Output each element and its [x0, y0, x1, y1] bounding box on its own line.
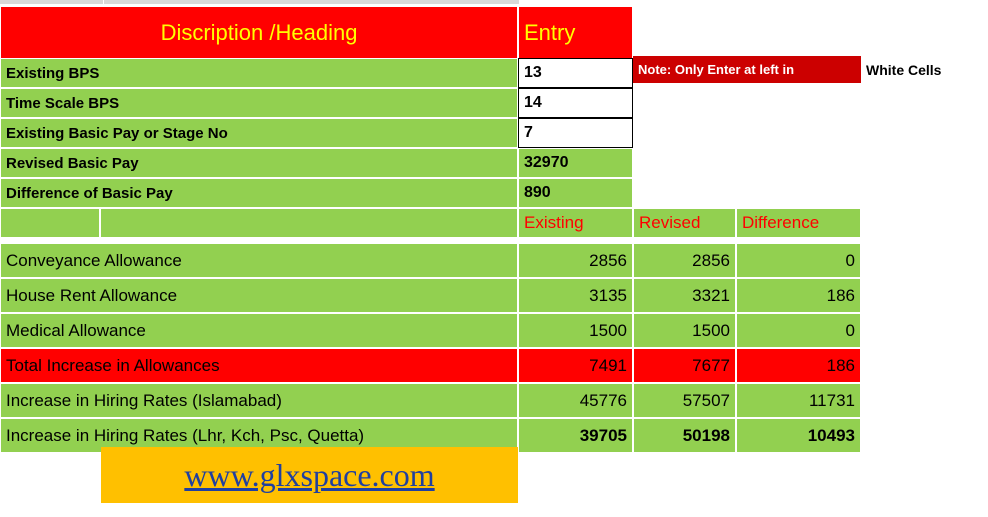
- table-row-label: Medical Allowance: [0, 313, 518, 348]
- column-edge-strip: [104, 0, 519, 4]
- entry-row-label: Difference of Basic Pay: [0, 178, 518, 208]
- table-cell-revised: 57507: [633, 383, 736, 418]
- entry-input-existing-basic-pay[interactable]: 7: [518, 118, 633, 148]
- table-row-label-total: Total Increase in Allowances: [0, 348, 518, 383]
- table-cell-difference: 10493: [736, 418, 861, 453]
- entry-row-label: Revised Basic Pay: [0, 148, 518, 178]
- note-red-text: Note: Only Enter at left in: [633, 56, 861, 83]
- entry-input-existing-bps[interactable]: 13: [518, 58, 633, 88]
- header-description: Discription /Heading: [0, 6, 518, 60]
- table-row-label: House Rent Allowance: [0, 278, 518, 313]
- entry-value-difference-basic-pay: 890: [518, 178, 633, 208]
- column-edge-strip: [0, 0, 103, 4]
- entry-row-label: Time Scale BPS: [0, 88, 518, 118]
- entry-row-label: Existing Basic Pay or Stage No: [0, 118, 518, 148]
- website-banner: [101, 447, 518, 503]
- note-white-text: White Cells: [861, 56, 988, 83]
- table-cell-difference: 11731: [736, 383, 861, 418]
- table-row-label: Increase in Hiring Rates (Islamabad): [0, 383, 518, 418]
- table-cell-existing: 1500: [518, 313, 633, 348]
- table-header-difference: Difference: [736, 208, 861, 238]
- table-cell-revised-total: 7677: [633, 348, 736, 383]
- table-cell-revised: 1500: [633, 313, 736, 348]
- table-cell-existing-total: 7491: [518, 348, 633, 383]
- table-row-label: Increase in Hiring Rates (Lhr, Kch, Psc, Quetta): [0, 418, 518, 453]
- table-cell-revised: 50198: [633, 418, 736, 453]
- table-cell-existing: 2856: [518, 243, 633, 278]
- table-header-blank-1: [0, 208, 100, 238]
- table-header-existing: Existing: [518, 208, 633, 238]
- table-cell-existing: 45776: [518, 383, 633, 418]
- table-cell-difference: 186: [736, 278, 861, 313]
- website-link[interactable]: www.glxspace.com: [184, 456, 435, 493]
- header-entry: Entry: [518, 6, 633, 60]
- table-cell-difference: 0: [736, 313, 861, 348]
- table-cell-existing: 39705: [518, 418, 633, 453]
- table-cell-revised: 3321: [633, 278, 736, 313]
- table-header-blank-2: [100, 208, 518, 238]
- entry-row-label: Existing BPS: [0, 58, 518, 88]
- table-row-label: Conveyance Allowance: [0, 243, 518, 278]
- table-cell-existing: 3135: [518, 278, 633, 313]
- entry-value-revised-basic-pay: 32970: [518, 148, 633, 178]
- entry-input-time-scale-bps[interactable]: 14: [518, 88, 633, 118]
- table-cell-difference-total: 186: [736, 348, 861, 383]
- table-cell-revised: 2856: [633, 243, 736, 278]
- table-cell-difference: 0: [736, 243, 861, 278]
- table-header-revised: Revised: [633, 208, 736, 238]
